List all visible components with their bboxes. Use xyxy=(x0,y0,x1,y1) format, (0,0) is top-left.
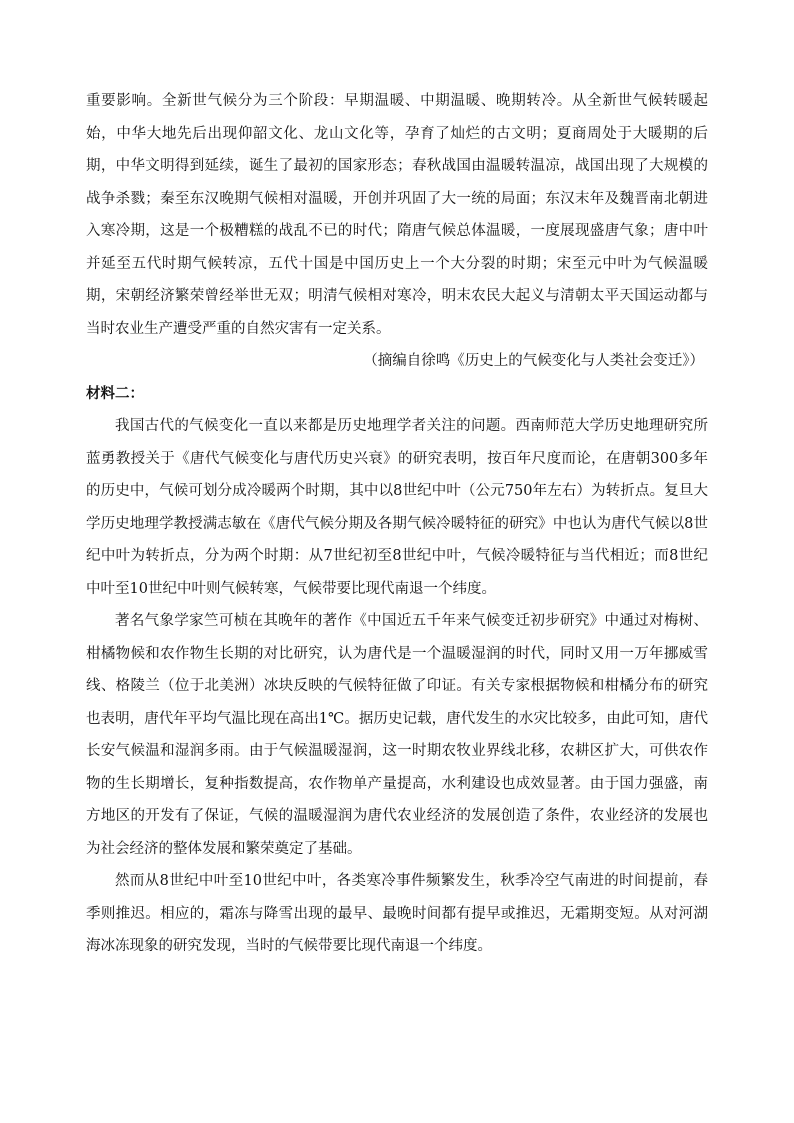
paragraph-climate-history: 重要影响。全新世气候分为三个阶段：早期温暖、中期温暖、晚期转冷。从全新世气候转暖起始，中华大地先后出现仰韶文化、龙山文化等，孕育了灿烂的古文明；夏商周处于大暖期的后期，中华文明得到延续，诞生了最初的国家形态；春秋战国由温暖转温凉，战国出现了大规模的战争杀戮；秦至东汉晚期气候相对温暖，开创并巩固了大一统的局面；东汉末年及魏晋南北朝进入寒冷期，这是一个极糟糕的战乱不已的时代；隋唐气候总体温暖，一度展现盛唐气象；唐中叶并延至五代时期气候转凉，五代十国是中国历史上一个大分裂的时期；宋至元中叶为气候温暖期，宋朝经济繁荣曾经举世无双；明清气候相对寒冷，明末农民大起义与清朝太平天国运动都与当时农业生产遭受严重的自然灾害有一定关系。 xyxy=(86,93,708,337)
paragraph-tang-climate-research: 我国古代的气候变化一直以来都是历史地理学者关注的问题。西南师范大学历史地理研究所蓝勇教授关于《唐代气候变化与唐代历史兴衰》的研究表明，按百年尺度而论，在唐朝300多年的历史中，气候可划分成冷暖两个时期，其中以8世纪中叶（公元750年左右）为转折点。复旦大学历史地理学教授满志敏在《唐代气候分期及各期气候冷暖特征的研究》中也认为唐代气候以8世纪中叶为转折点，分为两个时期：从7世纪初至8世纪中叶，气候冷暖特征与当代相近；而8世纪中叶至10世纪中叶则气候转寒，气候带要比现代南退一个纬度。 xyxy=(86,418,708,597)
paragraph-zhu-kezhen-study: 著名气象学家竺可桢在其晚年的著作《中国近五千年来气候变迁初步研究》中通过对梅树、柑橘物候和农作物生长期的对比研究，认为唐代是一个温暖湿润的时代，同时又用一万年挪威雪线、格陵兰（位于北美洲）冰块反映的气候特征做了印证。有关专家根据物候和柑橘分布的研究也表明，唐代年平均气温比现在高出1℃。据历史记载，唐代发生的水灾比较多，由此可知，唐代长安气候温和湿润多雨。由于气候温暖湿润，这一时期农牧业界线北移，农耕区扩大，可供农作物的生长期增长，复种指数提高，农作物单产量提高，水利建设也成效显著。由于国力强盛，南方地区的开发有了保证，气候的温暖湿润为唐代农业经济的发展创造了条件，农业经济的发展也为社会经济的整体发展和繁荣奠定了基础。 xyxy=(86,613,708,857)
material-two-heading: 材料二： xyxy=(86,385,144,402)
paragraph-cold-events: 然而从8世纪中叶至10世纪中叶，各类寒冷事件频繁发生，秋季冷空气南进的时间提前，春季则推迟。相应的，霜冻与降雪出现的最早、最晚时间都有提早或推迟，无霜期变短。从对河湖海冰冻现象的研究发现，当时的气候带要比现代南退一个纬度。 xyxy=(86,873,708,954)
document-page xyxy=(86,85,708,963)
source-citation: （摘编自徐鸣《历史上的气候变化与人类社会变迁》） xyxy=(363,353,704,369)
